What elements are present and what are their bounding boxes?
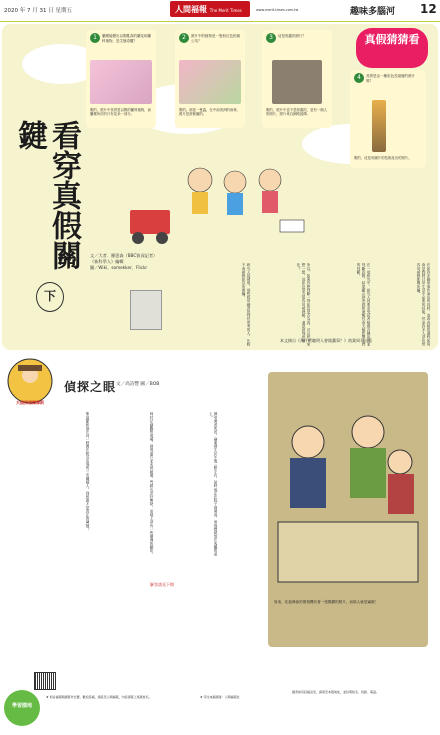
card-answer: 假的，照片中其實是以假的蘭科植物，而蘭蝶所仿的只有花朵一部分。 (90, 108, 152, 117)
comic-caption: 原來，化裝舞會的照相機有著一張模糊的照片，而那人就是竊賊！ (274, 600, 379, 604)
photo-credit: 圖／Wiki、somekker、Flickr (90, 265, 148, 270)
card-number: 2 (179, 33, 189, 43)
kid-body (192, 192, 208, 214)
qr-code-icon (34, 672, 56, 690)
body-paragraph: 在如許多懸崖事件演出的同時，追尋真相的過程如何會是我們日常生活中必要的技能，然而許多人卻依然容易被假新聞所騙。 (417, 263, 431, 346)
kid-body (262, 191, 278, 213)
kid-head (188, 168, 212, 192)
feature-body (195, 263, 435, 348)
bottom-note-1: ★ 柯旨福報閱讀寫作比賽，歡迎投稿，請投至人間福報，內容請寫上班級姓名。 (46, 695, 152, 699)
card-answer: 假的，照片中並不是郭鑫的，是有一個人的照片，照片來自網路謠傳。 (266, 108, 328, 117)
card-number: 3 (266, 33, 276, 43)
newspaper-logo (170, 1, 250, 17)
author-line: 文／大者．羅恩森（BBC資深記者） (90, 253, 158, 258)
logo-en: The Merit Times (209, 8, 242, 13)
masthead (0, 0, 440, 22)
quiz-badge: 真假猜猜看 (356, 28, 428, 68)
dog (280, 220, 304, 232)
quiz-card-4 (350, 70, 426, 168)
issue-date: 2020 年 7 月 31 日 星期五 (4, 8, 72, 14)
detective-series-label: 大偵探福爾摩斯 (16, 400, 44, 405)
page-number: 12 (420, 2, 437, 16)
card-question: 其實是由一種彩色長頸鹿的照片嗎？ (366, 74, 415, 83)
quiz-card-2 (175, 30, 245, 128)
learning-badge: 學習園地 (4, 690, 40, 726)
card-question: 蘭蝶能變出以假亂真的蘭花和蘭科植物，是生態奇觀？ (102, 34, 151, 43)
bottom-strip (2, 645, 438, 733)
author-line-2: 《新科學人》編輯 (90, 259, 124, 264)
lower-paragraph: 聖誕節和他在同一時間在附近出現的三名嫌疑人，到底誰才是真正的竊賊？ (86, 412, 90, 531)
body-paragraph: 研究人員發現，那些經常練習批判性思考的人，比較不會被假訊息所欺騙。 (242, 263, 251, 346)
logo-cn: 人間福報 (175, 5, 207, 14)
kid-head (259, 169, 281, 191)
comic-illustration (268, 372, 428, 647)
feature-title: 看穿真假關鍵 (12, 120, 81, 270)
book-cover (130, 290, 162, 330)
quiz-card-1 (86, 30, 156, 128)
cart (130, 210, 170, 234)
lower-body (22, 412, 282, 582)
book-credit: 本文摘自《為什麼聰明人會做蠢事？》商業周刊出版 (280, 338, 372, 343)
card-number: 1 (90, 33, 100, 43)
card-photo (272, 60, 322, 104)
lower-paragraph: 據受害者所述，竊案發生於午後三點左右，當時他正在院子裡乘涼，而珠寶就放在客廳的桌上。 (209, 412, 218, 556)
comic-scene (268, 372, 428, 592)
kids-illustration (130, 150, 310, 270)
bottom-note-3: 讀者如有投稿意見，請寄至本報地址，並註明姓名、班級、電話。 (292, 690, 380, 694)
feature-subtitle: 下 (36, 282, 64, 312)
card-photo (90, 60, 152, 104)
card-number: 4 (354, 73, 364, 83)
lower-byline: 文／高詩豐 圖／BOB (116, 382, 160, 387)
quiz-card-3 (262, 30, 332, 128)
card-question: 照片中的植物是一隻粉紅色的蒲公英？ (191, 34, 240, 43)
lower-title: 偵探之眼 (64, 380, 117, 394)
bottom-note-2: ★ 學生來稿請寄：人間福報社 (200, 695, 240, 699)
card-question: 這是郭鑫的照片？ (278, 34, 306, 38)
card-answer: 假的。那是一隻蟲，在中南美洲的雨林，照片是被修圖的。 (179, 108, 241, 117)
section-title: 趣味多腦河 (350, 7, 396, 17)
card-photo (372, 100, 386, 152)
body-paragraph: 所以，如果你想判斷一則訊息是否為真，可以停下來想一想，這訊息是否很容易被理解，還是被刻意簡化？ (297, 263, 311, 346)
lower-paragraph: 柯村仔細觀察現場，發現窗戶並未被破壞，門鎖也完好無缺，而地上卻有一些潮濕的腳印。 (150, 412, 154, 556)
body-paragraph: 在一項研究中，研究人員要求受試者檢視各種說法並判斷真假，結果顯示熟悉感和流暢性會大幅影響人們的判斷。 (357, 263, 371, 346)
website: www.merit-times.com.tw (256, 8, 299, 12)
card-answer: 假的，這是用圖片的技術產出的照片。 (354, 156, 412, 160)
kid-head (224, 171, 246, 193)
wheel-icon (132, 232, 144, 244)
wheel-icon (156, 232, 168, 244)
kid-body (227, 193, 243, 215)
card-photo (179, 60, 241, 104)
answer-label: 解答請見下期 (150, 582, 174, 587)
